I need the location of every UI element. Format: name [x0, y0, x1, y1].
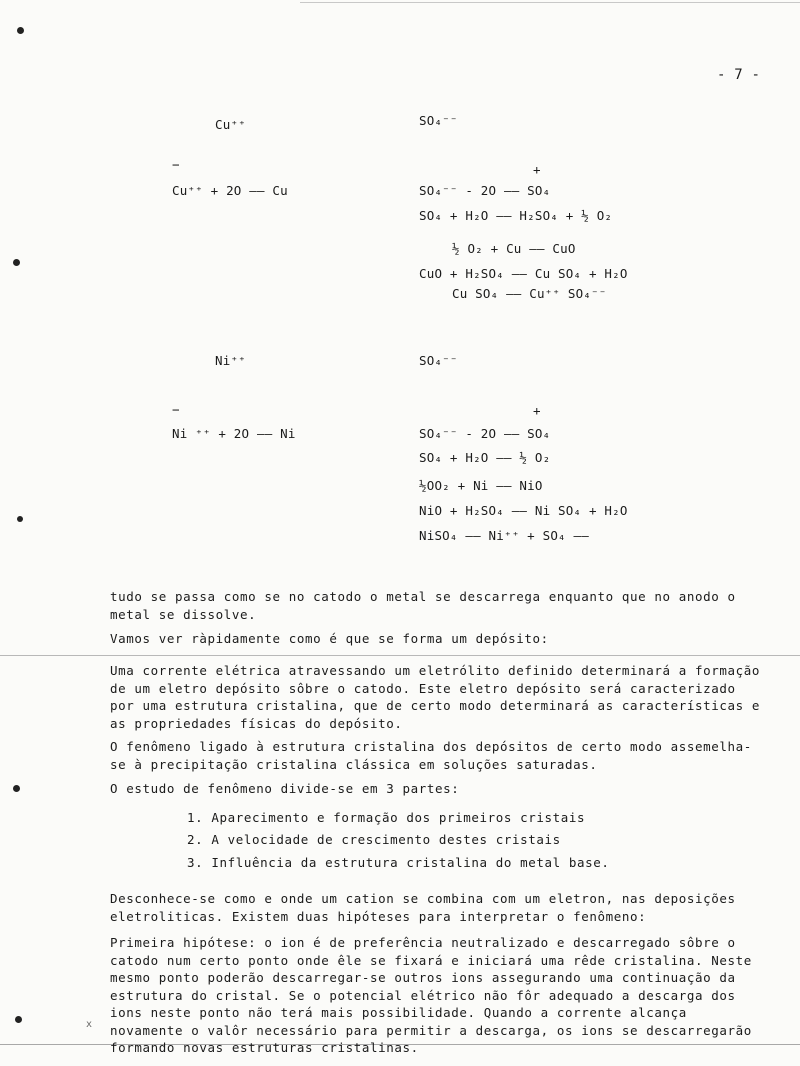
binder-hole-mark [13, 259, 20, 266]
paragraph-text: O estudo de fenômeno divide-se em 3 partes: [110, 781, 460, 796]
paragraph-summary [110, 588, 765, 623]
nickel-cation-label: Ni⁺⁺ [215, 353, 246, 368]
paragraph-unknown [110, 890, 765, 925]
nickel-cathode-equation: Ni ⁺⁺ + 2O —— Ni [172, 426, 296, 441]
nickel-anode-eq-4: NiO + H₂SO₄ —— Ni SO₄ + H₂O [419, 503, 628, 518]
paragraph-text: Desconhece-se como e onde um cation se combina com um eletron, nas deposições eletroliticas. Existem duas hipóteses para interpretar o fenômeno: [110, 891, 736, 924]
paragraph-text: tudo se passa como se no catodo o metal se descarrega enquanto que no anodo o metal se dissolve. [110, 589, 736, 622]
cathode-minus-sign: − [172, 402, 180, 417]
list-item: 1. Aparecimento e formação dos primeiros cristais [187, 810, 586, 825]
paragraph-text: Vamos ver ràpidamente como é que se forma um depósito: [110, 631, 549, 646]
copper-anode-eq-1: SO₄⁻⁻ - 2O —— SO₄ [419, 183, 551, 198]
scan-edge-top [300, 2, 800, 3]
binder-hole-mark [17, 516, 23, 522]
anode-plus-sign: + [533, 162, 541, 177]
copper-anode-eq-2: SO₄ + H₂O —— H₂SO₄ + ½ O₂ [419, 208, 613, 223]
copper-cation-label: Cu⁺⁺ [215, 117, 246, 132]
paragraph-text: O fenômeno ligado à estrutura cristalina dos depósitos de certo modo assemelha-se à precipitação cristalina clássica em soluções saturadas. [110, 739, 752, 772]
paragraph-text: Uma corrente elétrica atravessando um eletrólito definido determinará a formação de um eletro depósito sôbre o catodo. Este eletro depósito será caracterizado por uma estrutura cristalina, que de certo modo determinará as características e as propriedades físicas do depósito. [110, 663, 761, 731]
copper-anion-label: SO₄⁻⁻ [419, 113, 458, 128]
scan-line [0, 655, 800, 656]
paragraph-intro [110, 630, 765, 648]
nickel-anode-eq-5: NiSO₄ —— Ni⁺⁺ + SO₄ —— [419, 528, 589, 543]
binder-hole-mark [13, 785, 20, 792]
nickel-anode-eq-3: ½OO₂ + Ni —— NiO [419, 478, 543, 493]
list-item: 2. A velocidade de crescimento destes cristais [187, 832, 561, 847]
copper-anode-eq-3: ½ O₂ + Cu —— CuO [452, 241, 576, 256]
nickel-anode-eq-1: SO₄⁻⁻ - 2O —— SO₄ [419, 426, 551, 441]
paragraph-deposit [110, 662, 765, 732]
paragraph-phenomenon [110, 738, 765, 773]
binder-hole-mark [15, 1016, 22, 1023]
list-item: 3. Influência da estrutura cristalina do metal base. [187, 855, 610, 870]
nickel-anode-eq-2: SO₄ + H₂O —— ½ O₂ [419, 450, 551, 465]
page-number: - 7 - [717, 67, 761, 83]
copper-anode-eq-5: Cu SO₄ —— Cu⁺⁺ SO₄⁻⁻ [452, 286, 607, 301]
anode-plus-sign: + [533, 403, 541, 418]
paragraph-text: Primeira hipótese: o ion é de preferência neutralizado e descarregado sôbre o catodo num certo ponto onde êle se fixará e iniciará uma rêde cristalina. Neste mesmo ponto poderão descarregar-se outros ions assegurando uma continuação da estrutura do cristal. Se o potencial elétrico não fôr adequado a descarga dos ions neste ponto não terá mais possibilidade. Quando a corrente alcança novamente o valôr necessário para permitir a descarga, os ions se descarregarão formando novas estruturas cristalinas. [110, 935, 752, 1055]
margin-mark: x [86, 1019, 93, 1030]
binder-hole-mark [17, 27, 24, 34]
paragraph-first-hypothesis [110, 934, 765, 1057]
copper-cathode-equation: Cu⁺⁺ + 2O —— Cu [172, 183, 288, 198]
paragraph-study [110, 780, 765, 798]
cathode-minus-sign: − [172, 157, 180, 172]
nickel-anion-label: SO₄⁻⁻ [419, 353, 458, 368]
copper-anode-eq-4: CuO + H₂SO₄ —— Cu SO₄ + H₂O [419, 266, 628, 281]
